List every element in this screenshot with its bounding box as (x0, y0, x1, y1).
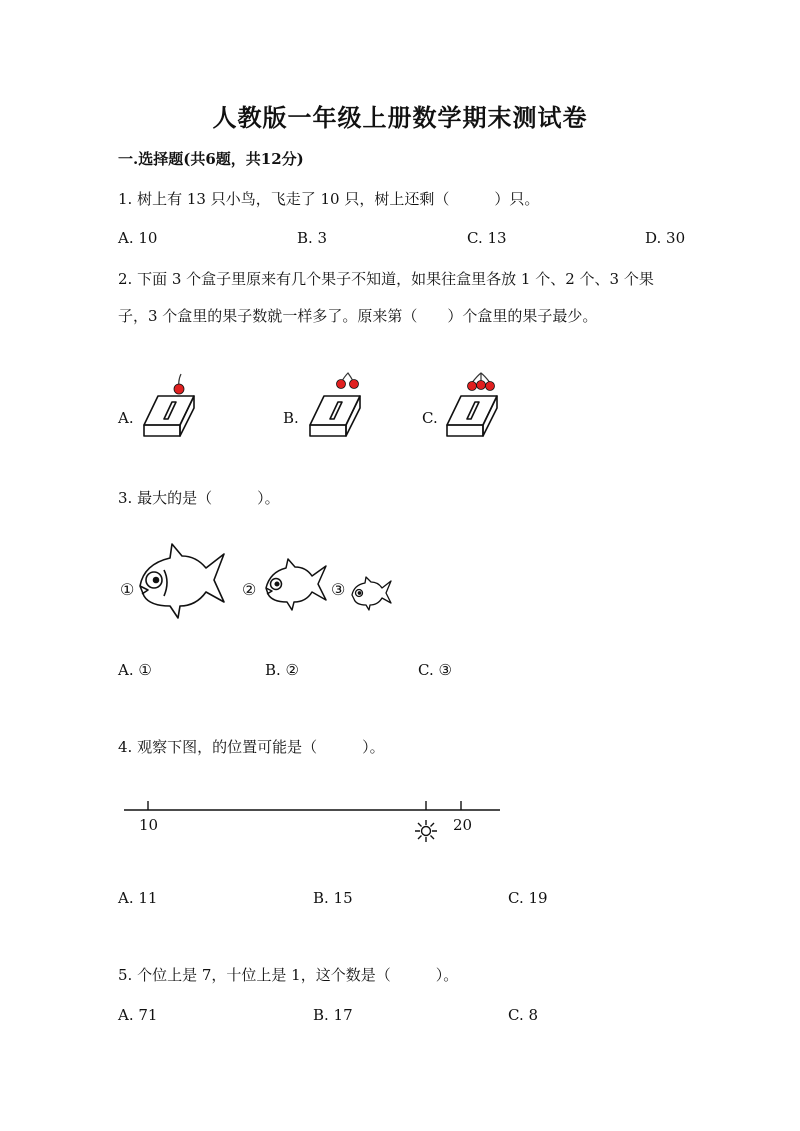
fish-label-1: ① (120, 580, 135, 599)
q2-option-c-label[interactable]: C. (422, 409, 438, 427)
q1-option-d[interactable]: D. 30 (645, 229, 686, 247)
q4-option-b[interactable]: B. 15 (313, 889, 353, 907)
q3-option-a[interactable]: A. ① (118, 661, 152, 679)
cherry-icon (174, 374, 184, 394)
q5-option-a[interactable]: A. 71 (118, 1006, 158, 1024)
fish-icon (134, 540, 226, 620)
q3-option-b[interactable]: B. ② (265, 661, 300, 679)
cherry-icon (468, 373, 495, 391)
number-line-label-20: 20 (453, 816, 473, 834)
q3-option-c[interactable]: C. ③ (418, 661, 452, 679)
q2-option-b-label[interactable]: B. (283, 409, 299, 427)
fish-label-3: ③ (331, 580, 346, 599)
q2-option-a-label[interactable]: A. (118, 409, 134, 427)
number-line-label-10: 10 (139, 816, 159, 834)
page-title: 人教版一年级上册数学期末测试卷 (212, 103, 588, 132)
question-2-line-2: 子，3 个盒里的果子数就一样多了。原来第（ ）个盒里的果子最少。 (118, 307, 598, 325)
cherry-icon (337, 373, 359, 389)
q1-option-b[interactable]: B. 3 (297, 229, 328, 247)
q4-option-a[interactable]: A. 11 (118, 889, 158, 907)
q5-option-c[interactable]: C. 8 (508, 1006, 539, 1024)
question-4: 4. 观察下图，的位置可能是（ ）。 (118, 738, 385, 756)
question-3: 3. 最大的是（ ）。 (118, 489, 280, 507)
section-heading: 一.选择题(共6题，共12分) (118, 150, 304, 168)
number-line (120, 795, 505, 855)
fish-label-2: ② (242, 580, 257, 599)
question-5: 5. 个位上是 7，十位上是 1，这个数是（ ）。 (118, 966, 459, 984)
q1-option-a[interactable]: A. 10 (118, 229, 158, 247)
box-icon (441, 368, 505, 440)
fish-icon (350, 575, 392, 611)
question-2-line-1: 2. 下面 3 个盒子里原来有几个果子不知道，如果往盒里各放 1 个、2 个、3 个果 (118, 270, 654, 288)
box-icon (304, 368, 368, 440)
fish-icon (262, 556, 328, 612)
q4-option-c[interactable]: C. 19 (508, 889, 548, 907)
q1-option-c[interactable]: C. 13 (467, 229, 507, 247)
box-icon (138, 368, 202, 440)
question-1: 1. 树上有 13 只小鸟，飞走了 10 只，树上还剩（ ）只。 (118, 190, 540, 208)
q5-option-b[interactable]: B. 17 (313, 1006, 353, 1024)
sun-icon (415, 820, 437, 842)
